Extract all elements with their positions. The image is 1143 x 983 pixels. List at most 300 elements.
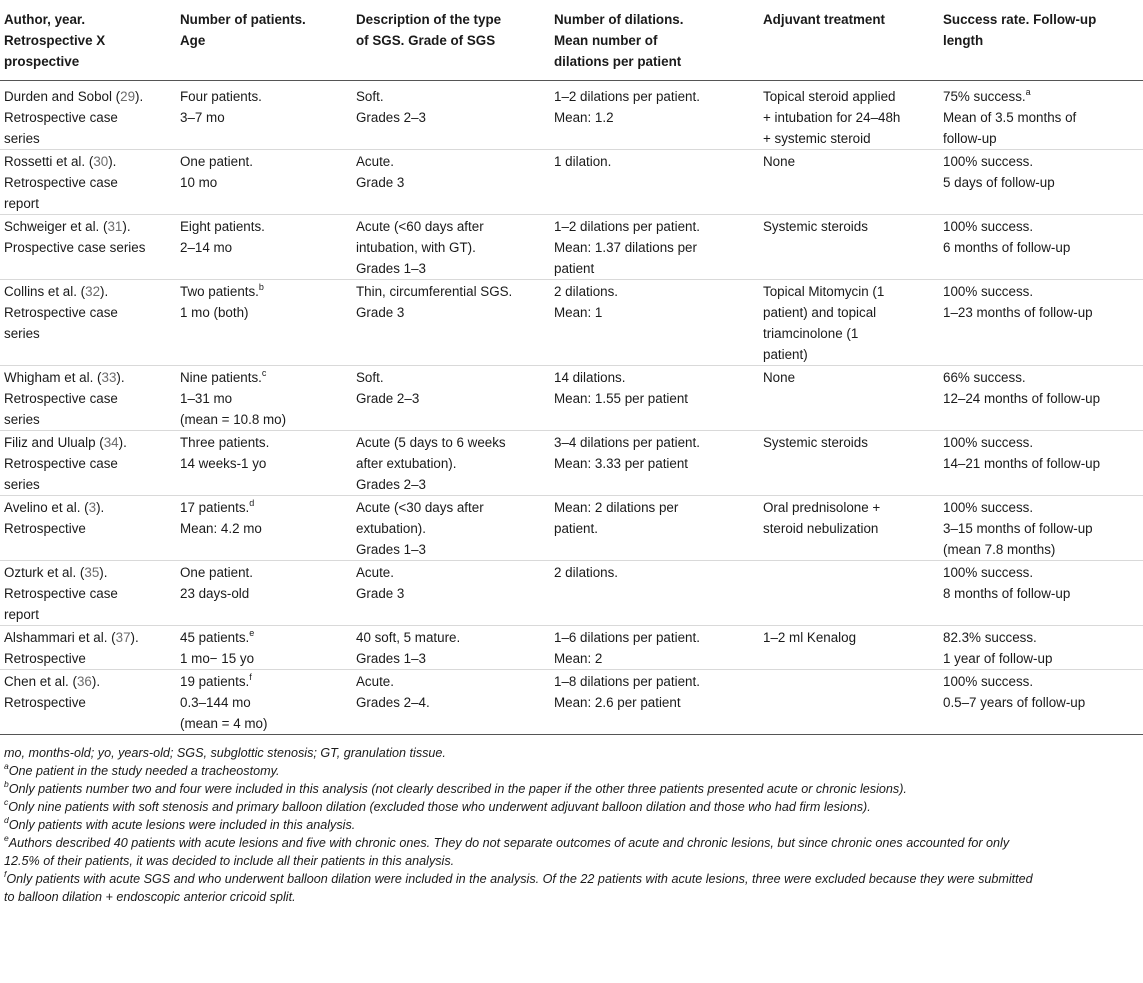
footnote-mark: a [4,760,9,771]
header-line: Number of dilations. [554,12,684,27]
cell-author [0,366,176,431]
header-dilations [550,0,759,81]
cell-description-line: Acute. [356,565,394,580]
reference-link: 37 [115,630,131,645]
cell-dilations [550,431,759,496]
cell-patients-first: Four patients. [180,89,262,104]
author-name: Alshammari et al. ( [4,630,116,645]
cell-success-first-line [943,671,1143,692]
cell-adjuvant [759,150,939,215]
cell-description-line: Acute (<30 days after [356,500,484,515]
cell-patients-first: One patient. [180,154,253,169]
footnote-text: 12.5% of their patients, it was decided to include all their patients in this analysis. [4,854,455,868]
cell-success-first-line [943,281,1143,302]
header-author [0,0,176,81]
table-row [0,670,1143,735]
cell-patients-first-line [180,151,352,172]
cell-adjuvant-line: + intubation for 24–48h [763,110,901,125]
study-type-line: Retrospective [4,651,86,666]
cell-description [352,496,550,561]
cell-description-line: Soft. [356,370,384,385]
author-line [4,151,176,172]
cell-adjuvant [759,280,939,366]
author-name: Rossetti et al. ( [4,154,94,169]
cell-patients-first-line [180,367,352,388]
study-type-line: Retrospective case [4,391,118,406]
cell-dilations-line: 2 dilations. [554,284,619,299]
cell-success-line: Mean of 3.5 months of [943,110,1077,125]
cell-patients-first-line [180,497,352,518]
footnote-mark: c [261,367,267,378]
cell-dilations-line: 3–4 dilations per patient. [554,435,700,450]
cell-success-first-line [943,432,1143,453]
cell-success-first-line [943,151,1143,172]
footnote [4,834,1143,870]
study-type-line: Retrospective case [4,456,118,471]
cell-description-line: Grades 2–3 [356,110,426,125]
cell-success [939,431,1143,496]
cell-success-first-line [943,627,1143,648]
cell-dilations-line: Mean: 2 [554,651,603,666]
cell-success-line: 14–21 months of follow-up [943,456,1101,471]
cell-dilations [550,626,759,670]
cell-author [0,496,176,561]
cell-description-line: Thin, circumferential SGS. [356,284,513,299]
cell-dilations-line: 1–8 dilations per patient. [554,674,700,689]
footnote-text: One patient in the study needed a tracheostomy. [8,764,280,778]
study-type-line: Prospective case series [4,240,146,255]
footnote-line [4,834,1143,852]
cell-patients [176,670,352,735]
study-type-line: series [4,326,40,341]
study-type-line: report [4,607,39,622]
cell-success-line: 0.5–7 years of follow-up [943,695,1086,710]
author-line [4,432,176,453]
reference-link: 30 [93,154,109,169]
reference-link: 31 [107,219,123,234]
cell-success [939,280,1143,366]
header-line: Age [180,33,206,48]
header-line: Adjuvant treatment [763,12,886,27]
reference-link: 29 [120,89,136,104]
cell-adjuvant [759,215,939,280]
cell-success-line: (mean 7.8 months) [943,542,1056,557]
cell-description-line: Grades 1–3 [356,651,426,666]
cell-dilations-line: patient. [554,521,598,536]
cell-patients-line: Mean: 4.2 mo [180,521,262,536]
cell-description-line: Grade 3 [356,586,405,601]
cell-dilations [550,280,759,366]
header-line: Description of the type [356,12,502,27]
cell-dilations-line: Mean: 1 [554,305,603,320]
cell-description [352,150,550,215]
author-name: Collins et al. ( [4,284,86,299]
footnote-mark: d [4,814,9,825]
cell-success-first: 100% success. [943,500,1034,515]
cell-success-first: 100% success. [943,565,1034,580]
cell-success [939,496,1143,561]
cell-success-line: 5 days of follow-up [943,175,1055,190]
footnote-text: Only patients number two and four were included in this analysis (not clearly described in the paper if the other three patients presented acute or chronic lesions). [8,782,907,796]
cell-patients-line: 1 mo (both) [180,305,249,320]
footnote-mark: a [1025,86,1031,97]
cell-dilations [550,215,759,280]
cell-description-line: Grade 3 [356,175,405,190]
footnote-text: Authors described 40 patients with acute lesions and five with chronic ones. They do not separate outcomes of acute and chronic lesions, but since chronic ones accounted for only [8,836,1010,850]
cell-adjuvant-line: steroid nebulization [763,521,879,536]
cell-success [939,561,1143,626]
author-tail: ). [100,284,109,299]
cell-description-line: Grade 2–3 [356,391,420,406]
cell-success-first-line [943,367,1143,388]
cell-success-first: 100% success. [943,219,1034,234]
cell-author [0,670,176,735]
author-tail: ). [91,674,101,689]
cell-patients-line: 23 days-old [180,586,250,601]
cell-description [352,626,550,670]
header-line: Mean number of [554,33,658,48]
cell-adjuvant-line: Systemic steroids [763,435,868,450]
cell-success [939,366,1143,431]
cell-description [352,280,550,366]
footnote [4,816,1143,834]
cell-dilations [550,670,759,735]
header-row [0,0,1143,81]
footnote-mark: d [249,497,255,508]
author-line [4,562,176,583]
study-type-line: Retrospective case [4,175,118,190]
cell-description-line: Acute (<60 days after [356,219,484,234]
cell-success [939,626,1143,670]
cell-dilations-line: Mean: 3.33 per patient [554,456,688,471]
cell-success-first: 100% success. [943,154,1034,169]
study-type-line: Retrospective case [4,586,118,601]
header-line: prospective [4,54,80,69]
cell-description-line: Grades 1–3 [356,542,426,557]
author-line [4,497,176,518]
study-type-line: Retrospective [4,521,86,536]
cell-dilations-line: Mean: 2.6 per patient [554,695,681,710]
cell-patients-line: 0.3–144 mo [180,695,251,710]
cell-adjuvant-line: Oral prednisolone + [763,500,881,515]
cell-dilations-line: 14 dilations. [554,370,626,385]
cell-patients-first-line [180,627,352,648]
cell-dilations-line: 1 dilation. [554,154,612,169]
table-row [0,626,1143,670]
cell-adjuvant-line: patient) and topical [763,305,877,320]
cell-success-line: 6 months of follow-up [943,240,1071,255]
cell-description-line: Grade 3 [356,305,405,320]
footnote-line [4,852,1143,870]
author-tail: ). [135,89,144,104]
cell-description-line: Acute (5 days to 6 weeks [356,435,506,450]
table-row [0,496,1143,561]
header-description [352,0,550,81]
cell-success-line: 3–15 months of follow-up [943,521,1093,536]
footnote-mark: f [4,868,7,879]
cell-success [939,670,1143,735]
cell-adjuvant-line: None [763,370,796,385]
footnote-mark: b [4,778,9,789]
cell-description-line: extubation). [356,521,426,536]
table-row [0,150,1143,215]
footnote-line [4,870,1143,888]
cell-dilations [550,366,759,431]
author-tail: ). [122,219,131,234]
cell-adjuvant [759,670,939,735]
cell-patients-line: 10 mo [180,175,218,190]
cell-patients-first: Three patients. [180,435,270,450]
cell-patients-first-line [180,86,352,107]
cell-description-line: after extubation). [356,456,457,471]
cell-adjuvant-line: Systemic steroids [763,219,868,234]
author-name: Filiz and Ulualp ( [4,435,104,450]
cell-patients-first: 17 patients. [180,500,250,515]
study-type-line: series [4,477,40,492]
footnote-text: mo, months-old; yo, years-old; SGS, subglottic stenosis; GT, granulation tissue. [4,746,446,760]
cell-author [0,561,176,626]
author-name: Avelino et al. ( [4,500,89,515]
cell-success-line: 1–23 months of follow-up [943,305,1093,320]
cell-patients-first: Two patients. [180,284,259,299]
author-tail: ). [130,630,139,645]
cell-patients-first-line [180,671,352,692]
cell-success-line: 12–24 months of follow-up [943,391,1101,406]
cell-patients-line: (mean = 10.8 mo) [180,412,287,427]
cell-patients-first: 45 patients. [180,630,250,645]
cell-success [939,150,1143,215]
cell-adjuvant-line: 1–2 ml Kenalog [763,630,857,645]
cell-dilations-line: 1–6 dilations per patient. [554,630,700,645]
cell-dilations-line: 1–2 dilations per patient. [554,89,700,104]
cell-description [352,431,550,496]
cell-success-first: 66% success. [943,370,1026,385]
cell-author [0,150,176,215]
cell-adjuvant [759,366,939,431]
cell-success-first: 100% success. [943,435,1034,450]
footnotes [0,735,1143,906]
cell-patients-first-line [180,562,352,583]
footnote [4,798,1143,816]
cell-description-line: Grades 2–4. [356,695,430,710]
footnote-mark: e [4,832,9,843]
cell-success-first-line [943,86,1143,107]
header-adjuvant [759,0,939,81]
cell-success-first: 75% success. [943,89,1026,104]
cell-patients-line: 1 mo− 15 yo [180,651,255,666]
cell-description [352,670,550,735]
cell-adjuvant [759,626,939,670]
cell-patients-line: 14 weeks-1 yo [180,456,267,471]
header-line: of SGS. Grade of SGS [356,33,496,48]
header-line: Number of patients. [180,12,306,27]
table-row [0,280,1143,366]
footnote-line [4,762,1143,780]
reference-link: 34 [103,435,119,450]
footnote-text: Only patients with acute SGS and who underwent balloon dilation were included in the analysis. Of the 22 patients with acute lesions, three were excluded because they were submitted [6,872,1033,886]
cell-success-line: follow-up [943,131,997,146]
author-tail: ). [118,435,127,450]
footnote-line [4,816,1143,834]
author-tail: ). [108,154,117,169]
footnote-text: Only patients with acute lesions were included in this analysis. [8,818,356,832]
cell-success [939,81,1143,150]
cell-author [0,81,176,150]
cell-patients-first: Nine patients. [180,370,262,385]
cell-patients-line: 1–31 mo [180,391,233,406]
cell-description [352,366,550,431]
cell-description-line: Acute. [356,154,394,169]
cell-adjuvant [759,561,939,626]
cell-patients [176,150,352,215]
header-line: dilations per patient [554,54,682,69]
header-patients [176,0,352,81]
cell-dilations [550,150,759,215]
cell-patients-line: 2–14 mo [180,240,233,255]
study-type-line: Retrospective [4,695,86,710]
table-row [0,366,1143,431]
cell-description-line: Grades 2–3 [356,477,426,492]
table-row [0,81,1143,150]
cell-success-line: 1 year of follow-up [943,651,1053,666]
footnote-line [4,780,1143,798]
cell-dilations-line: 2 dilations. [554,565,619,580]
cell-description-line: Acute. [356,674,394,689]
cell-success-line: 8 months of follow-up [943,586,1071,601]
cell-patients-first: One patient. [180,565,253,580]
footnote-text: to balloon dilation + endoscopic anterior cricoid split. [4,890,296,904]
cell-dilations-line: Mean: 1.2 [554,110,614,125]
reference-link: 3 [88,500,97,515]
study-type-line: report [4,196,39,211]
cell-adjuvant [759,81,939,150]
cell-description-line: Grades 1–3 [356,261,426,276]
cell-success-first: 100% success. [943,284,1034,299]
cell-patients [176,561,352,626]
author-tail: ). [116,370,125,385]
cell-description [352,81,550,150]
header-success [939,0,1143,81]
reference-link: 33 [101,370,117,385]
author-line [4,216,176,237]
footnote [4,744,1143,762]
cell-success-first: 100% success. [943,674,1034,689]
cell-description-line: intubation, with GT). [356,240,476,255]
cell-success-first-line [943,562,1143,583]
cell-dilations-line: 1–2 dilations per patient. [554,219,700,234]
footnote-mark: f [249,671,252,682]
cell-dilations [550,561,759,626]
cell-patients-first-line [180,432,352,453]
footnote [4,870,1143,906]
cell-dilations [550,496,759,561]
author-tail: ). [96,500,105,515]
cell-description [352,561,550,626]
footnote-line [4,744,1143,762]
cell-patients-first: Eight patients. [180,219,265,234]
footnote-mark: c [4,796,9,807]
cell-description-line: 40 soft, 5 mature. [356,630,461,645]
table-body [0,81,1143,735]
cell-adjuvant [759,431,939,496]
cell-patients [176,81,352,150]
cell-patients [176,431,352,496]
cell-dilations-line: Mean: 1.37 dilations per [554,240,697,255]
cell-success-first-line [943,497,1143,518]
table-row [0,431,1143,496]
cell-dilations-line: Mean: 1.55 per patient [554,391,688,406]
study-type-line: series [4,131,40,146]
author-name: Whigham et al. ( [4,370,102,385]
author-name: Schweiger et al. ( [4,219,108,234]
cell-description-line: Soft. [356,89,384,104]
cell-patients [176,626,352,670]
footnote [4,780,1143,798]
cell-description [352,215,550,280]
header-line: Author, year. [4,12,86,27]
study-type-line: series [4,412,40,427]
cell-author [0,626,176,670]
cell-adjuvant-line: Topical steroid applied [763,89,896,104]
cell-dilations-line: patient [554,261,595,276]
author-line [4,86,176,107]
table-header [0,0,1143,81]
author-line [4,367,176,388]
cell-success-first-line [943,216,1143,237]
study-type-line: Retrospective case [4,110,118,125]
study-type-line: Retrospective case [4,305,118,320]
cell-dilations [550,81,759,150]
cell-patients-first-line [180,281,352,302]
footnote-text: Only nine patients with soft stenosis and primary balloon dilation (excluded those who underwent adjuvant balloon dilation and those who had firm lesions). [8,800,871,814]
cell-success-first: 82.3% success. [943,630,1037,645]
cell-adjuvant-line: None [763,154,796,169]
cell-adjuvant-line: triamcinolone (1 [763,326,859,341]
cell-dilations-line: Mean: 2 dilations per [554,500,679,515]
cell-patients-line: 3–7 mo [180,110,225,125]
footnote-mark: e [249,627,255,638]
cell-patients-line: (mean = 4 mo) [180,716,268,731]
footnote [4,762,1143,780]
cell-patients [176,215,352,280]
header-line: length [943,33,984,48]
cell-patients [176,496,352,561]
cell-author [0,280,176,366]
author-name: Ozturk et al. ( [4,565,85,580]
cell-author [0,431,176,496]
cell-adjuvant-line: patient) [763,347,808,362]
header-line: Retrospective X [4,33,106,48]
author-name: Chen et al. ( [4,674,77,689]
cell-patients [176,366,352,431]
cell-patients-first-line [180,216,352,237]
reference-link: 35 [84,565,100,580]
author-line [4,671,176,692]
header-line: Success rate. Follow-up [943,12,1097,27]
cell-adjuvant-line: Topical Mitomycin (1 [763,284,885,299]
author-name: Durden and Sobol ( [4,89,121,104]
footnote-line [4,798,1143,816]
reference-link: 36 [76,674,92,689]
cell-author [0,215,176,280]
cell-patients-first: 19 patients. [180,674,250,689]
cell-adjuvant [759,496,939,561]
author-line [4,281,176,302]
table-row [0,561,1143,626]
cell-patients [176,280,352,366]
author-tail: ). [99,565,108,580]
cell-success [939,215,1143,280]
